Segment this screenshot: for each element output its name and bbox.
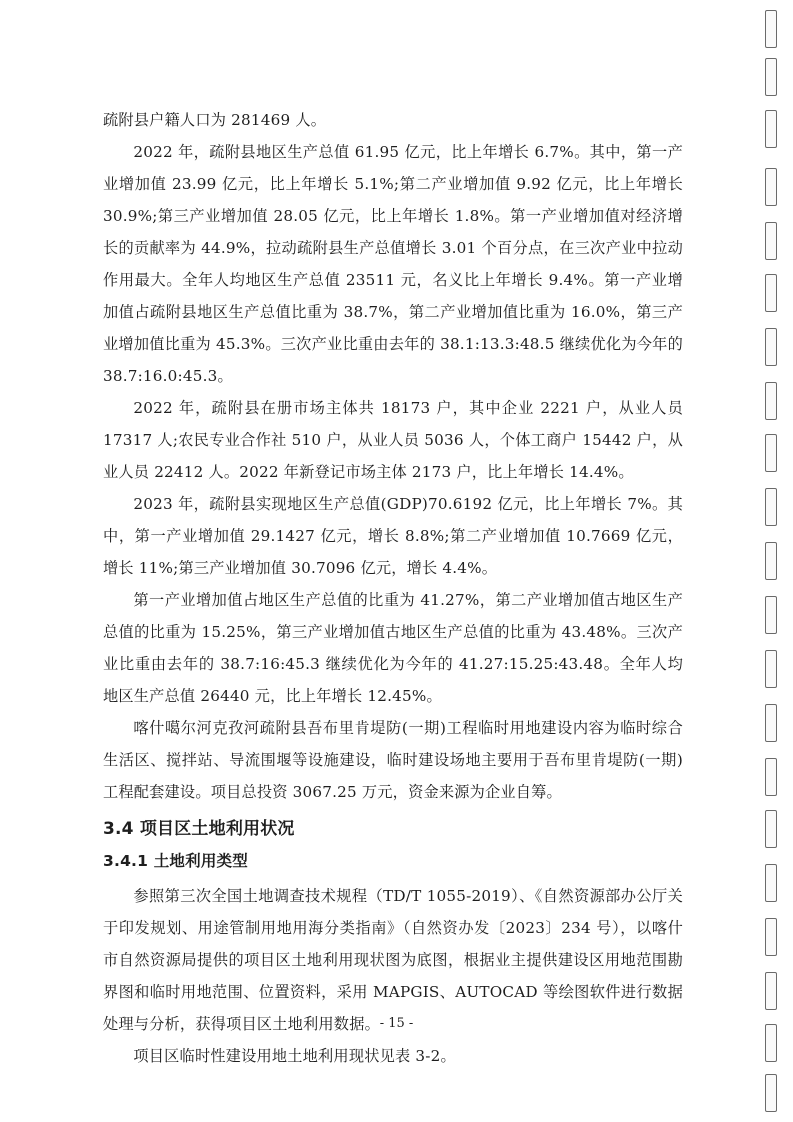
binder-hole	[765, 58, 777, 96]
paragraph-household-population: 疏附县户籍人口为 281469 人。	[103, 111, 327, 129]
binder-hole	[765, 1024, 777, 1062]
paragraph-land-use-method: 参照第三次全国土地调查技术规程（TD/T 1055-2019）、《自然资源部办公厅关于印发规划、用途管制用地用海分类指南》（自然资办发〔2023〕234 号），以喀什市自然资源局提供的项目区土地利用现状图为底图，根据业主提供建设区用地范围勘界图和临时用地范围、位置资料，采用 MAPGIS、AUTOCAD 等绘图软件进行数据处理与分析，获得项目区土地利用数据。	[103, 887, 683, 1033]
binder-hole	[765, 972, 777, 1010]
binder-hole	[765, 382, 777, 420]
binder-hole	[765, 222, 777, 260]
binder-hole	[765, 810, 777, 848]
binder-hole	[765, 10, 777, 48]
binder-hole	[765, 168, 777, 206]
section-heading-3-4: 3.4 项目区土地利用状况	[103, 819, 295, 839]
binder-hole	[765, 542, 777, 580]
binder-hole	[765, 596, 777, 634]
paragraph-industry-shares-2023: 第一产业增加值占地区生产总值的比重为 41.27%，第二产业增加值古地区生产总值的比重为 15.25%，第三产业增加值古地区生产总值的比重为 43.48%。三次产业比重由去年的 38.7:16:45.3 继续优化为今年的 41.27:15.25:43.48。全年人均地区生产总值 26440 元，比上年增长 12.45%。	[103, 591, 683, 705]
paragraph-gdp-2023: 2023 年，疏附县实现地区生产总值(GDP)70.6192 亿元，比上年增长 7%。其中，第一产业增加值 29.1427 亿元，增长 8.8%;第二产业增加值 10.7669 亿元，增长 11%;第三产业增加值 30.7096 亿元，增长 4.4%。	[103, 495, 683, 577]
binder-hole	[765, 704, 777, 742]
binder-hole	[765, 918, 777, 956]
binder-hole	[765, 758, 777, 796]
binder-hole	[765, 650, 777, 688]
subsection-heading-3-4-1: 3.4.1 土地利用类型	[103, 852, 248, 870]
paragraph-table-reference: 项目区临时性建设用地土地利用现状见表 3-2。	[133, 1047, 456, 1065]
binder-hole	[765, 1074, 777, 1112]
binder-hole	[765, 434, 777, 472]
binder-hole	[765, 864, 777, 902]
paragraph-gdp-2022: 2022 年，疏附县地区生产总值 61.95 亿元，比上年增长 6.7%。其中，第一产业增加值 23.99 亿元，比上年增长 5.1%;第二产业增加值 9.92 亿元，比上年增长 30.9%;第三产业增加值 28.05 亿元，比上年增长 1.8%。第一产业增加值对经济增长的贡献率为 44.9%，拉动疏附县生产总值增长 3.01 个百分点，在三次产业中拉动作用最大。全年人均地区生产总值 23511 元，名义比上年增长 9.4%。第一产业增加值占疏附县地区生产总值比重为 38.7%，第二产业增加值比重为 16.0%，第三产业增加值比重为 45.3%。三次产业比重由去年的 38.1:13.3:48.5 继续优化为今年的 38.7:16.0:45.3。	[103, 143, 683, 385]
paragraph-project-description: 喀什噶尔河克孜河疏附县吾布里肯堤防(一期)工程临时用地建设内容为临时综合生活区、搅拌站、导流围堰等设施建设，临时建设场地主要用于吾布里肯堤防(一期)工程配套建设。项目总投资 3067.25 万元，资金来源为企业自筹。	[103, 719, 683, 801]
page-number: - 15 -	[379, 1016, 414, 1031]
binder-holes	[765, 10, 779, 1110]
binder-hole	[765, 274, 777, 312]
body-text	[103, 104, 683, 1072]
binder-hole	[765, 328, 777, 366]
binder-hole	[765, 488, 777, 526]
binder-hole	[765, 110, 777, 148]
paragraph-market-entities-2022: 2022 年，疏附县在册市场主体共 18173 户，其中企业 2221 户，从业人员 17317 人;农民专业合作社 510 户，从业人员 5036 人，个体工商户 15442 户，从业人员 22412 人。2022 年新登记市场主体 2173 户，比上年增长 14.4%。	[103, 399, 683, 481]
